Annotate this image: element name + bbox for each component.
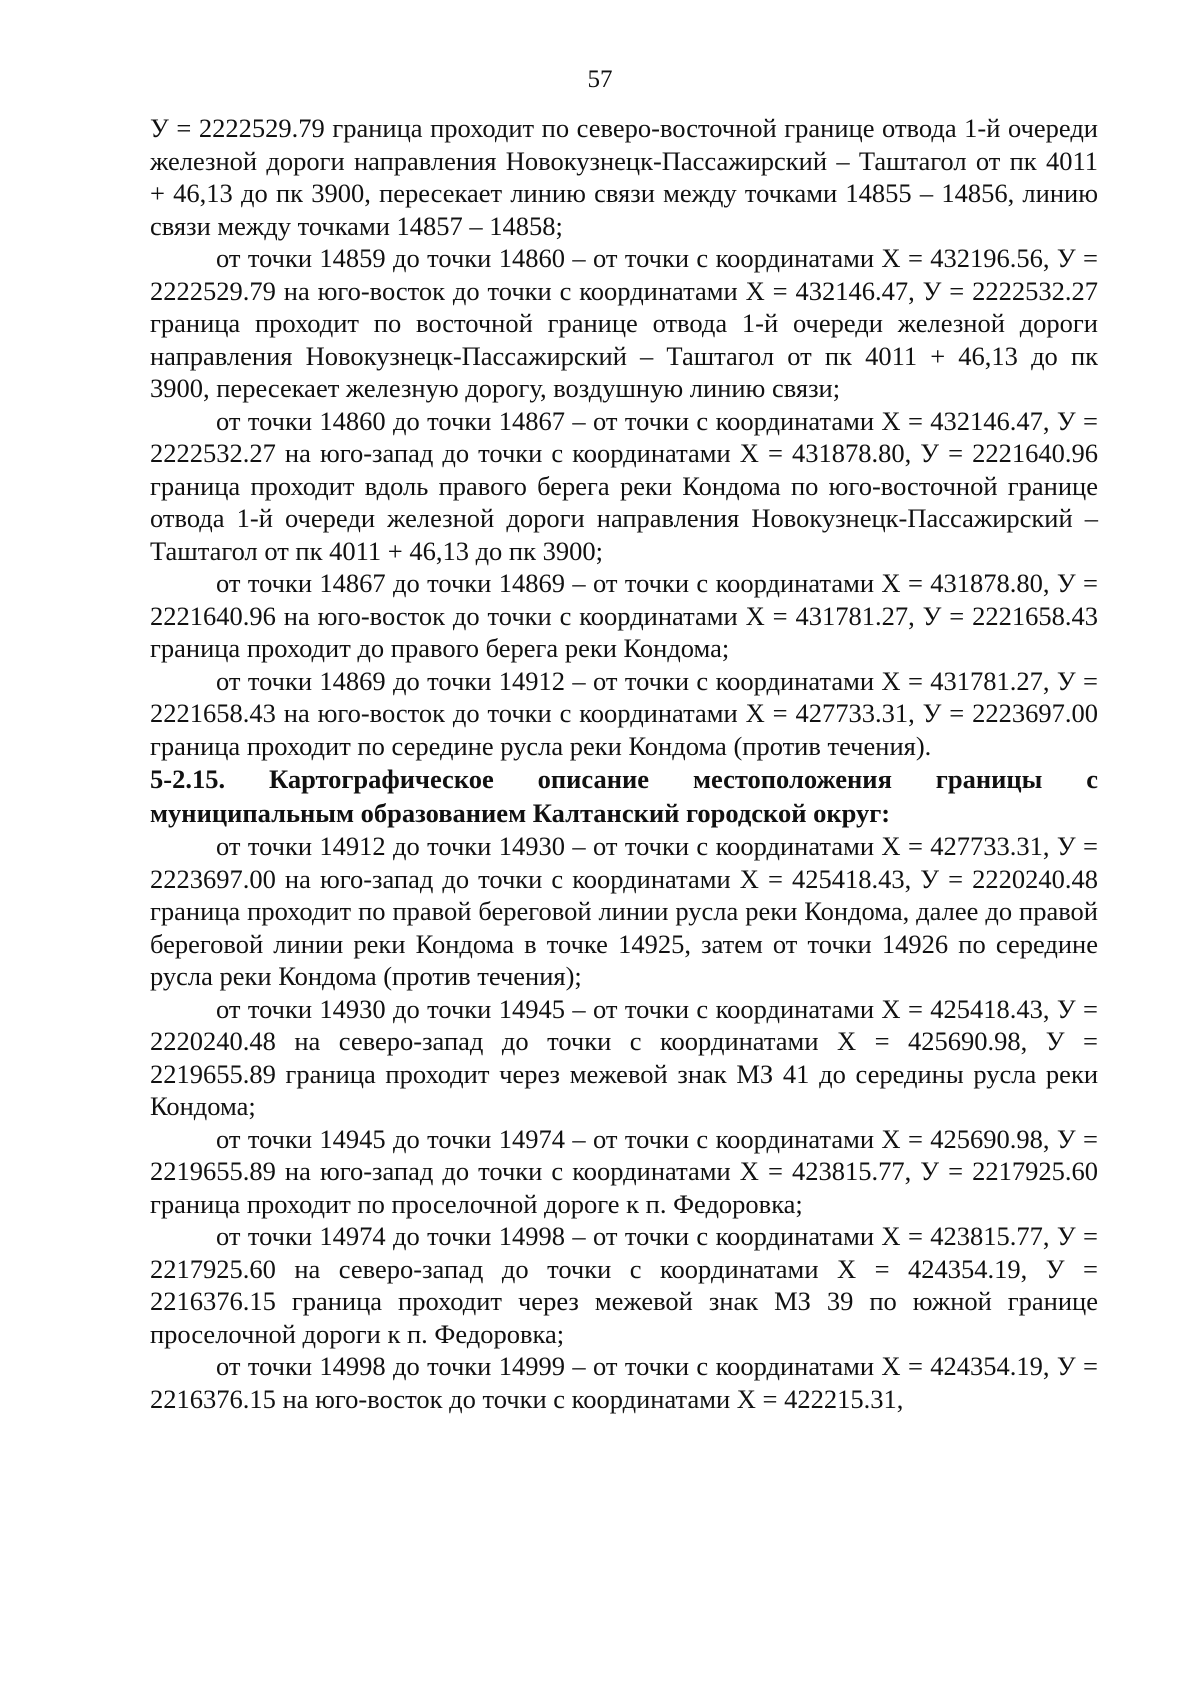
paragraph: от точки 14930 до точки 14945 – от точки с координатами Х = 425418.43, У = 2220240.48 на северо-запад до точки с координатами Х = 425690.98, У = 2219655.89 граница проходит через межевой знак МЗ 41 до середины русла реки Кондома; (150, 993, 1098, 1121)
paragraph: У = 2222529.79 граница проходит по северо-восточной границе отвода 1-й очереди железной дороги направления Новокузнецк-Пассажирский – Таштагол от пк 4011 + 46,13 до пк 3900, пересекает линию связи между точками 14855 – 14856, линию связи между точками 14857 – 14858; (150, 113, 1098, 241)
document-body (150, 112, 1098, 1415)
section-heading: 5-2.15. Картографическое описание местоположения границы с муниципальным образованием Калтанский городской округ: (150, 764, 1098, 828)
paragraph: от точки 14859 до точки 14860 – от точки с координатами Х = 432196.56, У = 2222529.79 на юго-восток до точки с координатами Х = 432146.47, У = 2222532.27 граница проходит по восточной границе отвода 1-й очереди железной дороги направления Новокузнецк-Пассажирский – Таштагол от пк 4011 + 46,13 до пк 3900, пересекает железную дорогу, воздушную линию связи; (150, 243, 1098, 403)
paragraph: от точки 14974 до точки 14998 – от точки с координатами Х = 423815.77, У = 2217925.60 на северо-запад до точки с координатами Х = 424354.19, У = 2216376.15 граница проходит через межевой знак МЗ 39 по южной границе проселочной дороги к п. Федоровка; (150, 1221, 1098, 1349)
paragraph: от точки 14869 до точки 14912 – от точки с координатами Х = 431781.27, У = 2221658.43 на юго-восток до точки с координатами Х = 427733.31, У = 2223697.00 граница проходит по середине русла реки Кондома (против течения). (150, 665, 1098, 761)
paragraph: от точки 14945 до точки 14974 – от точки с координатами Х = 425690.98, У = 2219655.89 на юго-запад до точки с координатами Х = 423815.77, У = 2217925.60 граница проходит по проселочной дороге к п. Федоровка; (150, 1123, 1098, 1219)
paragraph: от точки 14867 до точки 14869 – от точки с координатами Х = 431878.80, У = 2221640.96 на юго-восток до точки с координатами Х = 431781.27, У = 2221658.43 граница проходит до правого берега реки Кондома; (150, 568, 1098, 663)
paragraph: от точки 14860 до точки 14867 – от точки с координатами Х = 432146.47, У = 2222532.27 на юго-запад до точки с координатами Х = 431878.80, У = 2221640.96 граница проходит вдоль правого берега реки Кондома по юго-восточной границе отвода 1-й очереди железной дороги направления Новокузнецк-Пассажирский – Таштагол от пк 4011 + 46,13 до пк 3900; (150, 405, 1098, 566)
page-number: 57 (587, 66, 613, 93)
paragraph: от точки 14998 до точки 14999 – от точки с координатами Х = 424354.19, У = 2216376.15 на юго-восток до точки с координатами Х = 422215.31, (150, 1351, 1098, 1414)
paragraph: от точки 14912 до точки 14930 – от точки с координатами Х = 427733.31, У = 2223697.00 на юго-запад до точки с координатами Х = 425418.43, У = 2220240.48 граница проходит по правой береговой линии русла реки Кондома, далее до правой береговой линии реки Кондома в точке 14925, затем от точки 14926 по середине русла реки Кондома (против течения); (150, 831, 1098, 991)
